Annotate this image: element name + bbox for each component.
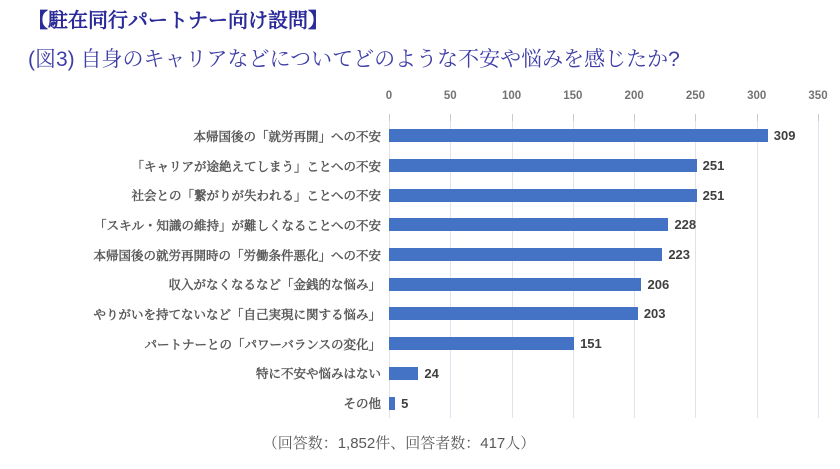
bar-value-label: 251 — [702, 158, 725, 174]
bar-row — [389, 121, 818, 151]
axis-tick-mark — [573, 114, 574, 121]
bar-row — [389, 269, 818, 299]
axis-tick-label: 150 — [563, 90, 583, 102]
bar-row — [389, 329, 818, 359]
plot-area — [28, 121, 818, 418]
bar-row — [389, 151, 818, 181]
axis-tick-label: 0 — [385, 90, 393, 102]
axis-spacer — [28, 88, 389, 121]
axis-tick-label: 300 — [747, 90, 767, 102]
category-label: 特に不安や悩みはない — [255, 367, 381, 382]
bar-value-label: 151 — [580, 336, 602, 352]
bar-value-label: 206 — [647, 276, 670, 292]
bar-value-label: 228 — [674, 217, 697, 233]
bar-row — [389, 299, 818, 329]
bar-rows — [389, 121, 818, 418]
bar-row — [389, 210, 818, 240]
axis-tick-mark — [512, 114, 513, 121]
category-label: その他 — [343, 397, 381, 412]
bar — [389, 129, 768, 142]
bar — [389, 397, 395, 410]
bar-value-label: 251 — [702, 187, 725, 203]
category-label: 収入がなくなるなど「金銭的な悩み」 — [168, 278, 381, 293]
chart-title: (図3) 自身のキャリアなどについてどのような不安や悩みを感じたか? — [28, 48, 680, 71]
category-label: 本帰国後の就労再開時の「労働条件悪化」への不安 — [93, 248, 381, 263]
axis-tick-mark — [634, 114, 635, 121]
bar-chart — [28, 88, 828, 418]
axis-tick-mark — [389, 114, 390, 121]
axis-tick-label: 250 — [685, 90, 706, 102]
bar-value-label: 223 — [668, 247, 691, 263]
bar-row — [389, 180, 818, 210]
axis-tick-mark — [695, 114, 696, 121]
x-axis — [28, 88, 828, 121]
bar-row — [389, 388, 818, 418]
category-label: 社会との「繋がりが失われる」ことへの不安 — [131, 189, 381, 204]
bar — [389, 189, 697, 202]
bar-value-label: 24 — [424, 365, 439, 381]
bar-value-label: 203 — [643, 306, 666, 322]
category-label: 「キャリアが途絶えてしまう」ことへの不安 — [131, 159, 381, 174]
page-title: 【駐在同行パートナー向け設問】 — [28, 10, 328, 32]
bars-area — [389, 121, 818, 418]
bar — [389, 307, 638, 320]
bar — [389, 367, 418, 380]
axis-tick-label: 200 — [624, 90, 644, 102]
response-count-note: （回答数：1,852件、回答者数：417人） — [262, 435, 536, 452]
bar-row — [389, 359, 818, 389]
axis-tick-label: 100 — [501, 90, 522, 102]
bar-row — [389, 240, 818, 270]
bar-value-label: 5 — [401, 395, 409, 411]
category-labels — [28, 121, 389, 418]
bar — [389, 278, 641, 291]
category-label: パートナーとの「パワーバランスの変化」 — [144, 337, 381, 352]
axis-tick-mark — [450, 114, 451, 121]
bar — [389, 159, 697, 172]
category-label: やりがいを持てないなど「自己実現に関する悩み」 — [93, 307, 381, 322]
category-label: 本帰国後の「就労再開」への不安 — [193, 129, 381, 144]
bar — [389, 248, 662, 261]
axis-tick-label: 50 — [443, 90, 457, 102]
gridline — [818, 121, 819, 418]
bar-value-label: 309 — [773, 128, 796, 144]
axis-tick-label: 350 — [808, 90, 828, 102]
axis-tick-mark — [818, 114, 819, 121]
bar — [389, 218, 668, 231]
category-label: 「スキル・知識の維持」が難しくなることへの不安 — [94, 218, 381, 233]
axis-tick-mark — [757, 114, 758, 121]
axis-area — [385, 88, 828, 121]
bar — [389, 337, 574, 350]
